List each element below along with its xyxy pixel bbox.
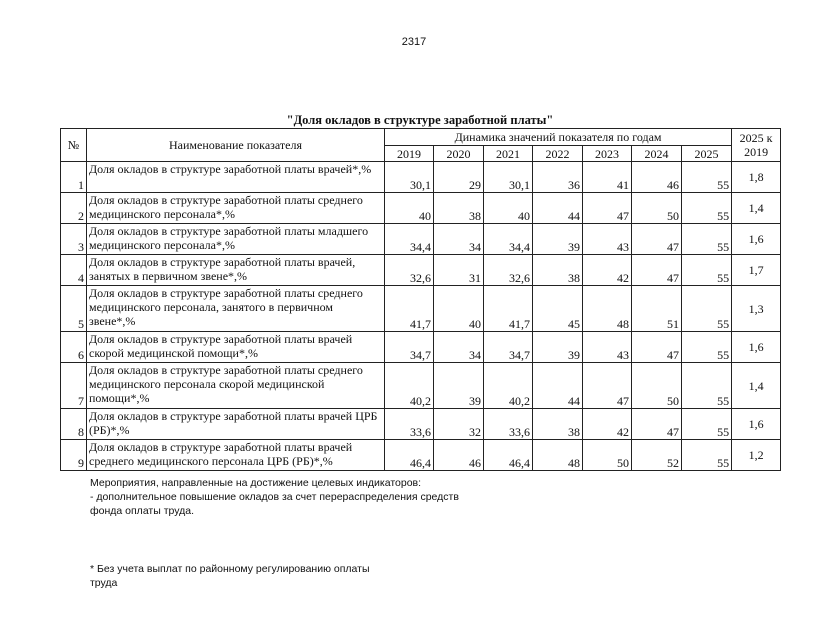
row-indicator-name: Доля окладов в структуре заработной платы врачей, занятых в первичном звене*,% (87, 255, 385, 286)
row-value-2023: 42 (583, 409, 632, 440)
row-ratio: 1,4 (732, 193, 781, 224)
row-value-2021: 40,2 (484, 363, 533, 409)
row-ratio: 1,4 (732, 363, 781, 409)
row-value-2025: 55 (682, 363, 732, 409)
column-header-dynamics: Динамика значений показателя по годам (385, 129, 732, 146)
row-indicator-name: Доля окладов в структуре заработной платы среднего медицинского персонала скорой медицинской помощи*,% (87, 363, 385, 409)
row-value-2021: 33,6 (484, 409, 533, 440)
measures-note (90, 476, 490, 518)
row-value-2019: 41,7 (385, 286, 434, 332)
table-row (61, 332, 781, 363)
row-value-2024: 50 (632, 193, 682, 224)
table-row (61, 440, 781, 471)
table-row (61, 255, 781, 286)
row-number: 2 (61, 193, 87, 224)
row-value-2024: 46 (632, 162, 682, 193)
row-value-2024: 52 (632, 440, 682, 471)
row-indicator-name: Доля окладов в структуре заработной платы среднего медицинского персонала, занятого в первичном звене*,% (87, 286, 385, 332)
column-header-ratio: 2025 к 2019 (732, 129, 781, 162)
row-value-2024: 47 (632, 255, 682, 286)
row-value-2022: 38 (533, 255, 583, 286)
row-value-2025: 55 (682, 255, 732, 286)
row-value-2023: 43 (583, 332, 632, 363)
row-number: 1 (61, 162, 87, 193)
row-number: 6 (61, 332, 87, 363)
row-indicator-name: Доля окладов в структуре заработной платы врачей ЦРБ (РБ)*,% (87, 409, 385, 440)
row-value-2020: 38 (434, 193, 484, 224)
row-value-2025: 55 (682, 162, 732, 193)
row-value-2022: 36 (533, 162, 583, 193)
row-value-2019: 46,4 (385, 440, 434, 471)
column-header-year: 2019 (385, 146, 434, 162)
table-row (61, 363, 781, 409)
row-value-2021: 40 (484, 193, 533, 224)
row-ratio: 1,2 (732, 440, 781, 471)
column-header-year: 2022 (533, 146, 583, 162)
row-ratio: 1,8 (732, 162, 781, 193)
row-value-2019: 34,4 (385, 224, 434, 255)
row-value-2020: 34 (434, 332, 484, 363)
row-ratio: 1,7 (732, 255, 781, 286)
row-value-2021: 46,4 (484, 440, 533, 471)
row-value-2020: 29 (434, 162, 484, 193)
column-header-year: 2025 (682, 146, 732, 162)
row-value-2022: 44 (533, 193, 583, 224)
row-value-2022: 44 (533, 363, 583, 409)
column-header-name: Наименование показателя (87, 129, 385, 162)
row-value-2022: 48 (533, 440, 583, 471)
row-value-2024: 47 (632, 332, 682, 363)
column-header-year: 2024 (632, 146, 682, 162)
row-value-2023: 47 (583, 193, 632, 224)
table-row (61, 193, 781, 224)
row-value-2021: 41,7 (484, 286, 533, 332)
row-value-2020: 40 (434, 286, 484, 332)
table-row (61, 162, 781, 193)
row-ratio: 1,6 (732, 409, 781, 440)
measures-item: - дополнительное повышение окладов за счет перераспределения средств фонда оплаты труда. (90, 491, 459, 517)
row-value-2019: 40,2 (385, 363, 434, 409)
row-value-2023: 47 (583, 363, 632, 409)
row-value-2020: 34 (434, 224, 484, 255)
row-value-2023: 48 (583, 286, 632, 332)
row-indicator-name: Доля окладов в структуре заработной платы врачей*,% (87, 162, 385, 193)
row-value-2023: 50 (583, 440, 632, 471)
row-value-2025: 55 (682, 409, 732, 440)
indicators-table (60, 128, 781, 471)
row-number: 3 (61, 224, 87, 255)
page-number: 2317 (401, 36, 427, 48)
row-number: 5 (61, 286, 87, 332)
row-value-2019: 33,6 (385, 409, 434, 440)
column-header-year: 2020 (434, 146, 484, 162)
row-value-2021: 34,7 (484, 332, 533, 363)
row-value-2021: 30,1 (484, 162, 533, 193)
row-value-2023: 43 (583, 224, 632, 255)
row-number: 8 (61, 409, 87, 440)
row-value-2024: 47 (632, 224, 682, 255)
column-header-year: 2021 (484, 146, 533, 162)
row-value-2022: 45 (533, 286, 583, 332)
table-body (61, 162, 781, 471)
row-value-2020: 39 (434, 363, 484, 409)
row-value-2019: 34,7 (385, 332, 434, 363)
column-header-year: 2023 (583, 146, 632, 162)
row-value-2020: 32 (434, 409, 484, 440)
row-ratio: 1,6 (732, 224, 781, 255)
row-value-2019: 32,6 (385, 255, 434, 286)
row-number: 7 (61, 363, 87, 409)
row-value-2021: 34,4 (484, 224, 533, 255)
row-value-2025: 55 (682, 224, 732, 255)
table-row (61, 224, 781, 255)
row-value-2023: 41 (583, 162, 632, 193)
row-indicator-name: Доля окладов в структуре заработной платы врачей среднего медицинского персонала ЦРБ (РБ)*,% (87, 440, 385, 471)
header-row-top (61, 129, 781, 146)
table-title: "Доля окладов в структуре заработной платы" (286, 113, 554, 127)
column-header-number: № (61, 129, 87, 162)
row-value-2025: 55 (682, 440, 732, 471)
row-indicator-name: Доля окладов в структуре заработной платы младшего медицинского персонала*,% (87, 224, 385, 255)
row-value-2022: 39 (533, 224, 583, 255)
row-value-2020: 46 (434, 440, 484, 471)
row-value-2024: 47 (632, 409, 682, 440)
row-value-2019: 30,1 (385, 162, 434, 193)
row-number: 9 (61, 440, 87, 471)
row-value-2025: 55 (682, 193, 732, 224)
row-value-2024: 50 (632, 363, 682, 409)
row-value-2025: 55 (682, 286, 732, 332)
row-value-2021: 32,6 (484, 255, 533, 286)
row-value-2023: 42 (583, 255, 632, 286)
row-value-2024: 51 (632, 286, 682, 332)
table-row (61, 286, 781, 332)
row-number: 4 (61, 255, 87, 286)
table-row (61, 409, 781, 440)
row-value-2020: 31 (434, 255, 484, 286)
row-indicator-name: Доля окладов в структуре заработной платы среднего медицинского персонала*,% (87, 193, 385, 224)
row-ratio: 1,3 (732, 286, 781, 332)
row-indicator-name: Доля окладов в структуре заработной платы врачей скорой медицинской помощи*,% (87, 332, 385, 363)
measures-heading: Мероприятия, направленные на достижение целевых индикаторов: (90, 477, 422, 489)
row-value-2022: 38 (533, 409, 583, 440)
row-value-2025: 55 (682, 332, 732, 363)
row-value-2022: 39 (533, 332, 583, 363)
row-value-2019: 40 (385, 193, 434, 224)
footnote: * Без учета выплат по районному регулированию оплаты труда (90, 563, 370, 589)
row-ratio: 1,6 (732, 332, 781, 363)
